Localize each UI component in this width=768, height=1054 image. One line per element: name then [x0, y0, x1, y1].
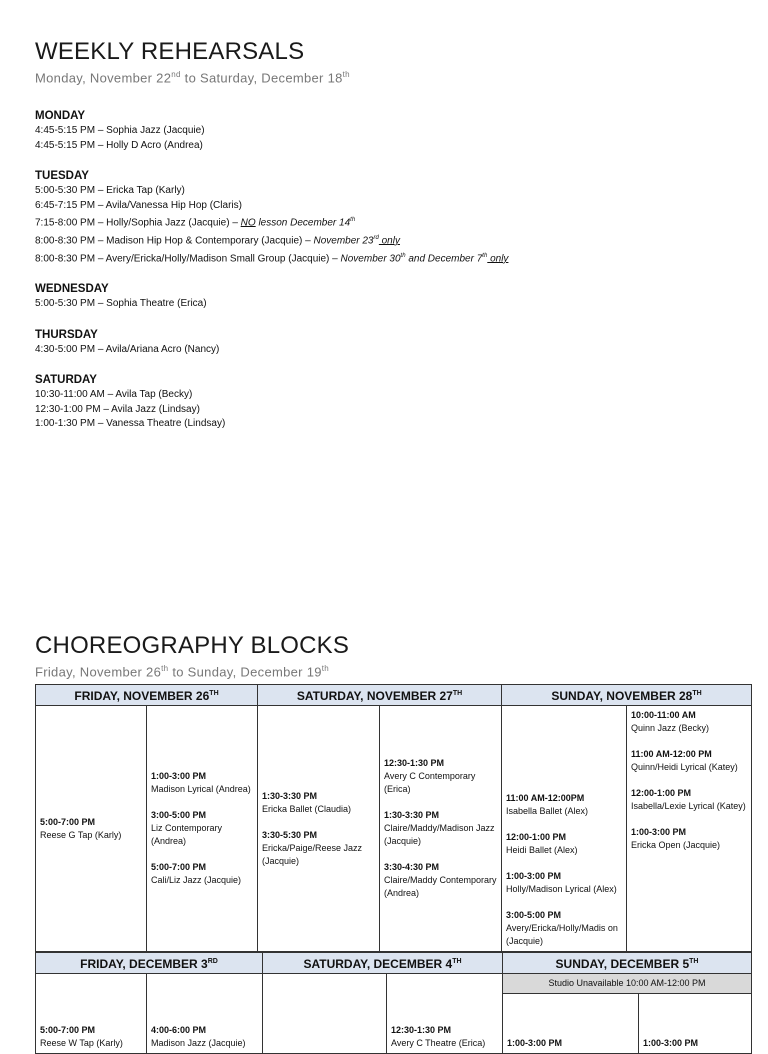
slot: 1:00-3:00 PM Ericka Open (Jacquie) — [631, 827, 721, 850]
slot-cell — [36, 706, 147, 952]
slot: 5:00-7:00 PM Cali/Liz Jazz (Jacquie) — [151, 862, 242, 885]
slot: 12:30-1:30 PM Avery C Theatre (Erica) — [391, 1025, 486, 1048]
choreo-subtitle: Friday, November 26th to Sunday, December 19th — [35, 664, 330, 680]
week-header-row — [36, 953, 752, 974]
weekly-rehearsal-list — [35, 108, 735, 447]
slot: 1:00-3:00 PM — [507, 1038, 563, 1048]
day-saturday — [35, 372, 735, 432]
slot-cell — [147, 706, 258, 952]
rehearsal-line: 4:45-5:15 PM – Holly D Acro (Andrea) — [35, 139, 203, 151]
choreo-table-week1 — [35, 684, 752, 952]
week-slots-row — [36, 706, 752, 952]
slot: 10:00-11:00 AM Quinn Jazz (Becky) — [631, 710, 710, 733]
slot: 1:00-3:00 PM — [643, 1038, 699, 1048]
slot: 3:30-5:30 PM Ericka/Paige/Reese Jazz (Jacquie) — [262, 829, 363, 866]
day-wednesday — [35, 281, 735, 312]
rehearsal-line: 12:30-1:00 PM – Avila Jazz (Lindsay) — [35, 403, 200, 415]
day-tuesday — [35, 168, 735, 266]
week-slots-row — [36, 974, 752, 994]
day-header: SATURDAY, NOVEMBER 27TH — [258, 685, 502, 706]
day-thursday — [35, 327, 735, 358]
rehearsal-line: 8:00-8:30 PM – Avery/Ericka/Holly/Madison Small Group (Jacquie) – November 30th and December 7th only — [35, 252, 509, 264]
rehearsal-line: 5:00-5:30 PM – Sophia Theatre (Erica) — [35, 298, 207, 310]
slot: 1:00-3:00 PM Madison Lyrical (Andrea) — [151, 771, 251, 794]
rehearsal-line: 6:45-7:15 PM – Avila/Vanessa Hip Hop (Claris) — [35, 199, 242, 211]
slot: 3:00-5:00 PM Liz Contemporary (Andrea) — [151, 810, 223, 846]
slot: 5:00-7:00 PM Reese G Tap (Karly) — [40, 816, 122, 840]
slot: 12:30-1:30 PM Avery C Contemporary (Erica) — [384, 758, 476, 794]
rehearsal-line: 10:30-11:00 AM – Avila Tap (Becky) — [35, 389, 193, 401]
slot-cell — [502, 706, 627, 952]
week-header-row — [36, 685, 752, 706]
choreo-title: CHOREOGRAPHY BLOCKS — [35, 632, 350, 659]
rehearsal-line: 1:00-1:30 PM – Vanessa Theatre (Lindsay) — [35, 418, 226, 430]
rehearsal-line: 7:15-8:00 PM – Holly/Sophia Jazz (Jacquie) – NO lesson December 14th — [35, 217, 356, 229]
slot-cell — [263, 974, 387, 1054]
slot-cell — [147, 974, 263, 1054]
slot: 12:00-1:00 PM Isabella/Lexie Lyrical (Katey) — [631, 788, 746, 811]
slot: 11:00 AM-12:00PM Isabella Ballet (Alex) — [506, 793, 589, 816]
slot-cell — [387, 974, 503, 1054]
day-header: FRIDAY, NOVEMBER 26TH — [36, 685, 258, 706]
slot: 5:00-7:00 PM Reese W Tap (Karly) — [40, 1025, 123, 1048]
rehearsal-line: 4:30-5:00 PM – Avila/Ariana Acro (Nancy) — [35, 343, 220, 355]
slot: 3:30-4:30 PM Claire/Maddy Contemporary (Andrea) — [384, 862, 497, 898]
slot: 12:00-1:00 PM Heidi Ballet (Alex) — [506, 832, 578, 855]
day-heading: MONDAY — [35, 110, 86, 122]
weekly-subtitle: Monday, November 22nd to Saturday, December 18th — [35, 70, 350, 86]
day-monday — [35, 108, 735, 153]
day-header: FRIDAY, DECEMBER 3RD — [36, 953, 263, 974]
slot-cell — [627, 706, 752, 952]
rehearsal-line: 8:00-8:30 PM – Madison Hip Hop & Contemporary (Jacquie) – November 23rd only — [35, 234, 400, 247]
day-heading: THURSDAY — [35, 328, 98, 341]
day-header: SUNDAY, DECEMBER 5TH — [503, 953, 752, 974]
slot-cell — [36, 974, 147, 1054]
slot-cell — [258, 706, 380, 952]
slot: 4:00-6:00 PM Madison Jazz (Jacquie) — [151, 1025, 246, 1048]
day-header: SATURDAY, DECEMBER 4TH — [263, 953, 503, 974]
rehearsal-line: 4:45-5:15 PM – Sophia Jazz (Jacquie) — [35, 125, 205, 136]
studio-unavailable-notice: Studio Unavailable 10:00 AM-12:00 PM — [503, 974, 752, 994]
slot: 3:00-5:00 PM Avery/Ericka/Holly/Madis on (Jacquie) — [506, 910, 618, 946]
day-heading: WEDNESDAY — [35, 283, 109, 296]
slot: 1:30-3:30 PM Claire/Maddy/Madison Jazz (Jacquie) — [384, 810, 495, 846]
slot: 11:00 AM-12:00 PM Quinn/Heidi Lyrical (Katey) — [631, 749, 738, 772]
rehearsal-line: 5:00-5:30 PM – Ericka Tap (Karly) — [35, 185, 185, 196]
slot-cell — [380, 706, 502, 952]
slot: 1:30-3:30 PM Ericka Ballet (Claudia) — [262, 790, 352, 814]
day-heading: TUESDAY — [35, 170, 89, 182]
day-header: SUNDAY, NOVEMBER 28TH — [502, 685, 752, 706]
weekly-title: WEEKLY REHEARSALS — [35, 38, 305, 65]
choreo-table-week2 — [35, 952, 752, 1054]
day-heading: SATURDAY — [35, 374, 97, 387]
slot: 1:00-3:00 PM Holly/Madison Lyrical (Alex) — [506, 871, 617, 894]
